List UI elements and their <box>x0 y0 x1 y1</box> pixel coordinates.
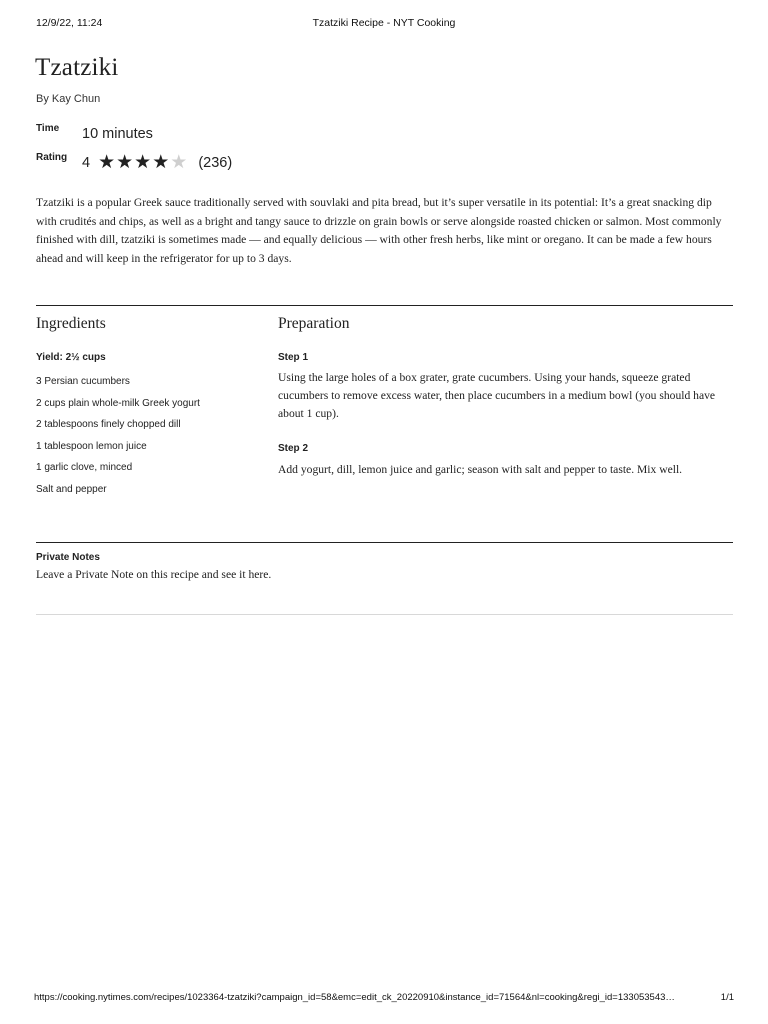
ingredients-heading: Ingredients <box>36 315 106 332</box>
print-page-title: Tzatziki Recipe - NYT Cooking <box>312 17 456 29</box>
private-notes-label: Private Notes <box>36 552 100 563</box>
divider <box>36 305 733 306</box>
step-1-text: Using the large holes of a box grater, grate cucumbers. Using your hands, squeeze grated cucumbers to remove excess water, then place cucumbers in a medium bowl (you should have about 1 cup). <box>278 371 716 420</box>
ingredient-item: 3 Persian cucumbers <box>36 376 130 387</box>
rating-count: (236) <box>198 155 233 171</box>
step-1-label: Step 1 <box>278 352 309 363</box>
print-url: https://cooking.nytimes.com/recipes/1023364-tzatziki?campaign_id=58&emc=edit_ck_20220910&instance_id=71564&nl=cooking&regi_id=133053543… <box>34 992 675 1003</box>
recipe-description: Tzatziki is a popular Greek sauce traditionally served with souvlaki and pita bread, but it’s super versatile in its potential: It’s a great snacking dip with crudités and chips, as well as a bright and tangy sauce to drizzle on grain bowls or serve alongside roasted chicken or salmon. Most commonly finished with dill, tzatziki is sometimes made — and equally delicious — with other fresh herbs, like mint or oregano. It can be made a few hours ahead and will keep in the refrigerator for up to 3 days. <box>36 196 722 265</box>
step-2-label: Step 2 <box>278 443 309 454</box>
rating-value: 4 <box>82 155 91 171</box>
print-page-number: 1/1 <box>720 992 734 1003</box>
rating-stars[interactable] <box>98 153 188 173</box>
ingredient-item: 1 tablespoon lemon juice <box>36 440 147 452</box>
star-filled-icon[interactable]: ★ <box>152 152 170 173</box>
star-filled-icon[interactable]: ★ <box>134 152 152 173</box>
star-empty-icon[interactable]: ★ <box>170 152 188 173</box>
divider <box>36 542 733 543</box>
ingredients-list <box>36 376 200 505</box>
ingredient-item: 2 tablespoons finely chopped dill <box>36 419 181 430</box>
print-header <box>36 17 732 31</box>
recipe-title: Tzatziki <box>35 54 119 81</box>
private-notes-text[interactable]: Leave a Private Note on this recipe and see it here. <box>36 568 272 581</box>
time-value: 10 minutes <box>82 126 153 142</box>
recipe-byline[interactable]: By Kay Chun <box>36 93 101 105</box>
preparation-heading: Preparation <box>278 315 350 332</box>
star-filled-icon[interactable]: ★ <box>98 152 116 173</box>
ingredient-item: 1 garlic clove, minced <box>36 462 133 473</box>
ingredient-item: Salt and pepper <box>36 483 107 495</box>
print-footer <box>34 992 734 1006</box>
time-label: Time <box>36 123 60 134</box>
star-filled-icon[interactable]: ★ <box>116 152 134 173</box>
rating-label: Rating <box>36 152 68 163</box>
print-datetime: 12/9/22, 11:24 <box>36 17 103 29</box>
step-2-text: Add yogurt, dill, lemon juice and garlic; season with salt and pepper to taste. Mix well. <box>278 463 683 476</box>
divider <box>36 614 733 615</box>
rating <box>82 153 232 173</box>
yield: Yield: 2½ cups <box>36 352 106 363</box>
ingredient-item: 2 cups plain whole-milk Greek yogurt <box>36 397 200 409</box>
